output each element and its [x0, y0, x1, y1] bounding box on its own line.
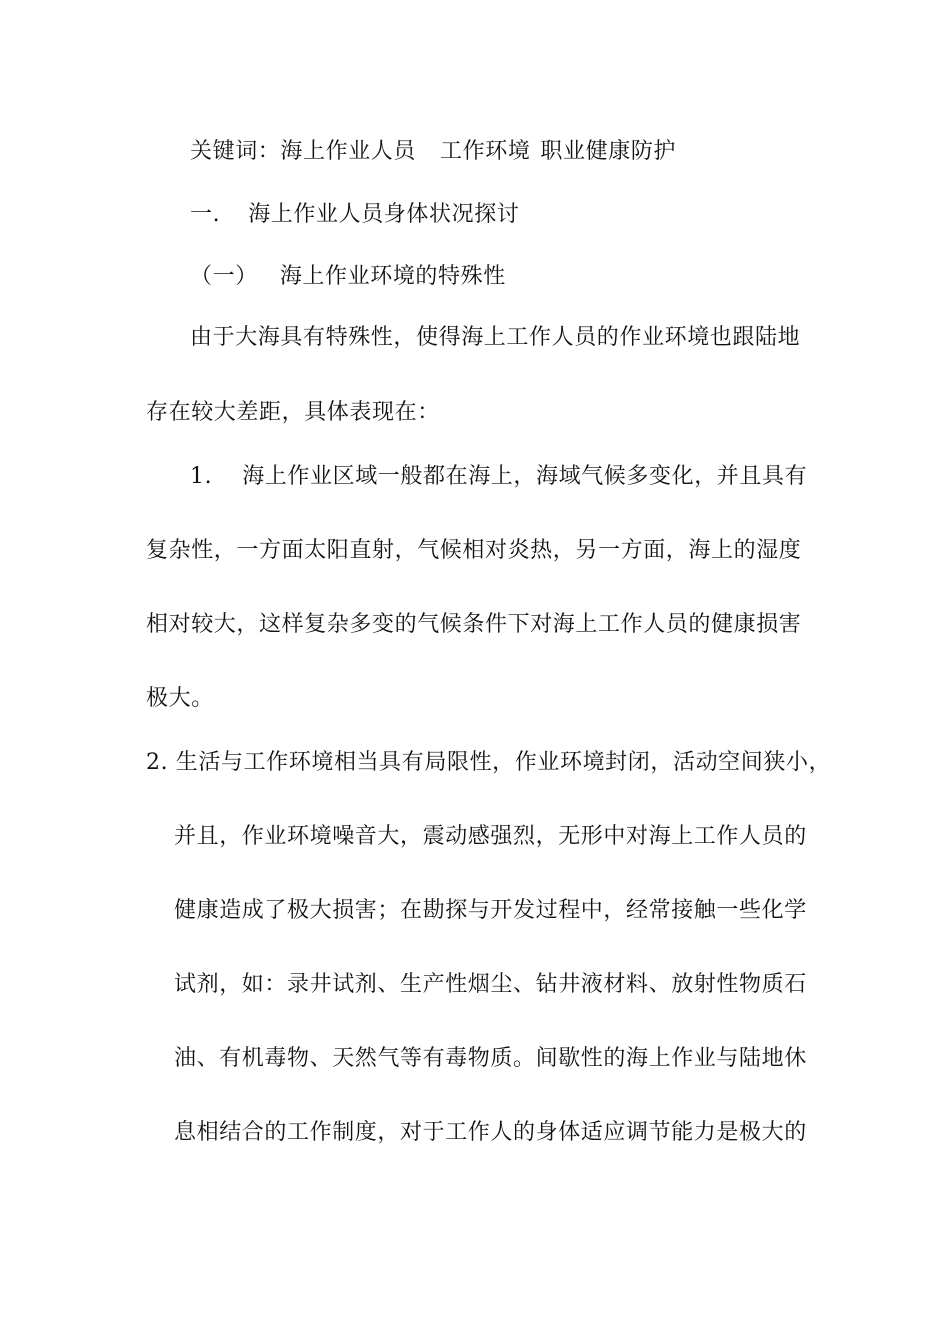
keyword-term: 职业健康防护: [540, 139, 677, 164]
list-item-line: 并且，作业环境噪音大，震动感强烈，无形中对海上工作人员的: [174, 824, 807, 849]
section-number: 一.: [190, 202, 221, 227]
section-title: 海上作业人员身体状况探讨: [248, 202, 520, 227]
keywords-line: [190, 137, 676, 167]
list-item-line: 息相结合的工作制度，对于工作人的身体适应调节能力是极大的: [174, 1120, 807, 1145]
paragraph-line: 存在较大差距，具体表现在：: [146, 400, 440, 425]
list-item-line: 相对较大，这样复杂多变的气候条件下对海上工作人员的健康损害: [146, 612, 802, 637]
list-item-line: 油、有机毒物、天然气等有毒物质。间歇性的海上作业与陆地休: [174, 1046, 807, 1071]
section-heading: [190, 200, 519, 230]
keywords-label: 关键词：: [190, 139, 281, 164]
list-item-line: 极大。: [146, 686, 214, 711]
list-item-line: 2. 生活与工作环境相当具有局限性，作业环境封闭，活动空间狭小，: [146, 750, 832, 775]
keyword-term: 工作环境: [440, 139, 531, 164]
subsection-heading: [190, 262, 506, 292]
list-item-text: 海上作业区域一般都在海上，海域气候多变化，并且具有: [242, 464, 808, 489]
list-item-line: 复杂性，一方面太阳直射，气候相对炎热，另一方面，海上的湿度: [146, 538, 802, 563]
paragraph-line: 由于大海具有特殊性，使得海上工作人员的作业环境也跟陆地: [190, 325, 801, 350]
subsection-number: （一）: [190, 264, 258, 289]
keyword-term: 海上作业人员: [280, 139, 417, 164]
subsection-title: 海上作业环境的特殊性: [279, 264, 506, 289]
list-item-line: 试剂，如：录井试剂、生产性烟尘、钻井液材料、放射性物质石: [174, 972, 807, 997]
list-item-line: 健康造成了极大损害；在勘探与开发过程中，经常接触一些化学: [174, 898, 807, 923]
list-item-number: 1.: [190, 464, 213, 489]
list-item-line: [190, 462, 807, 492]
